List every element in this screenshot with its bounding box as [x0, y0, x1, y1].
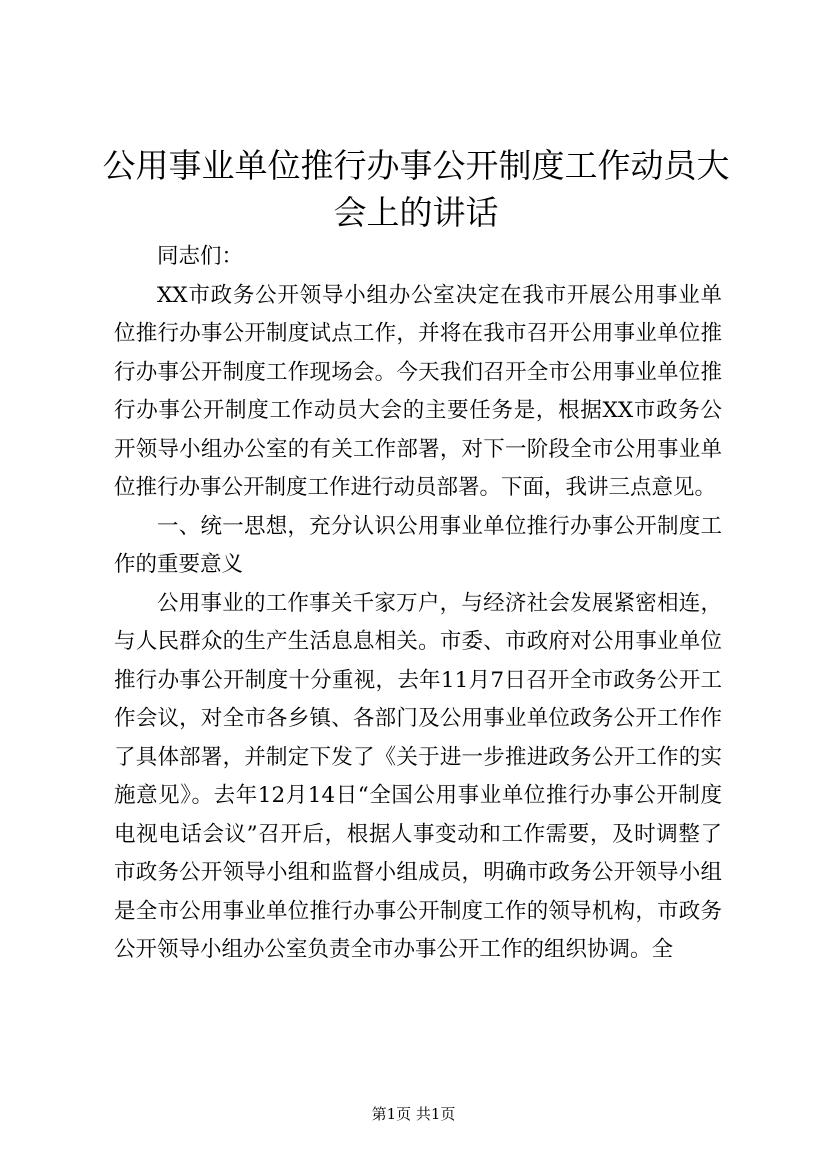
page-number-footer: 第1页 共1页: [371, 1105, 456, 1123]
intro-paragraph: XX市政务公开领导小组办公室决定在我市开展公用事业单位推行办事公开制度试点工作，并将在我市召开公用事业单位推行办事公开制度工作现场会。今天我们召开全市公用事业单位推行办事公开制度工作动员大会的主要任务是，根据XX市政务公开领导小组办公室的有关工作部署，对下一阶段全市公用事业单位推行办事公开制度工作进行动员部署。下面，我讲三点意见。: [114, 282, 722, 500]
salutation-paragraph: 同志们：: [157, 244, 244, 269]
body-paragraph: 公用事业的工作事关千家万户，与经济社会发展紧密相连，与人民群众的生产生活息息相关。市委、市政府对公用事业单位推行办事公开制度十分重视，去年11月7日召开全市政务公开工作会议，对全市各乡镇、各部门及公用事业单位政务公开工作作了具体部署，并制定下发了《关于进一步推进政务公开工作的实施意见》。去年12月14日“全国公用事业单位推行办事公开制度电视电话会议”召开后，根据人事变动和工作需要，及时调整了市政务公开领导小组和监督小组成员，明确市政务公开领导小组是全市公用事业单位推行办事公开制度工作的领导机构，市政务公开领导小组办公室负责全市办事公开工作的组织协调。全: [114, 590, 722, 962]
document-title: 公用事业单位推行办事公开制度工作动员大会上的讲话: [102, 146, 730, 232]
section-heading-1: 一、统一思想，充分认识公用事业单位推行办事公开制度工作的重要意义: [114, 513, 722, 577]
document-body: [114, 238, 722, 970]
